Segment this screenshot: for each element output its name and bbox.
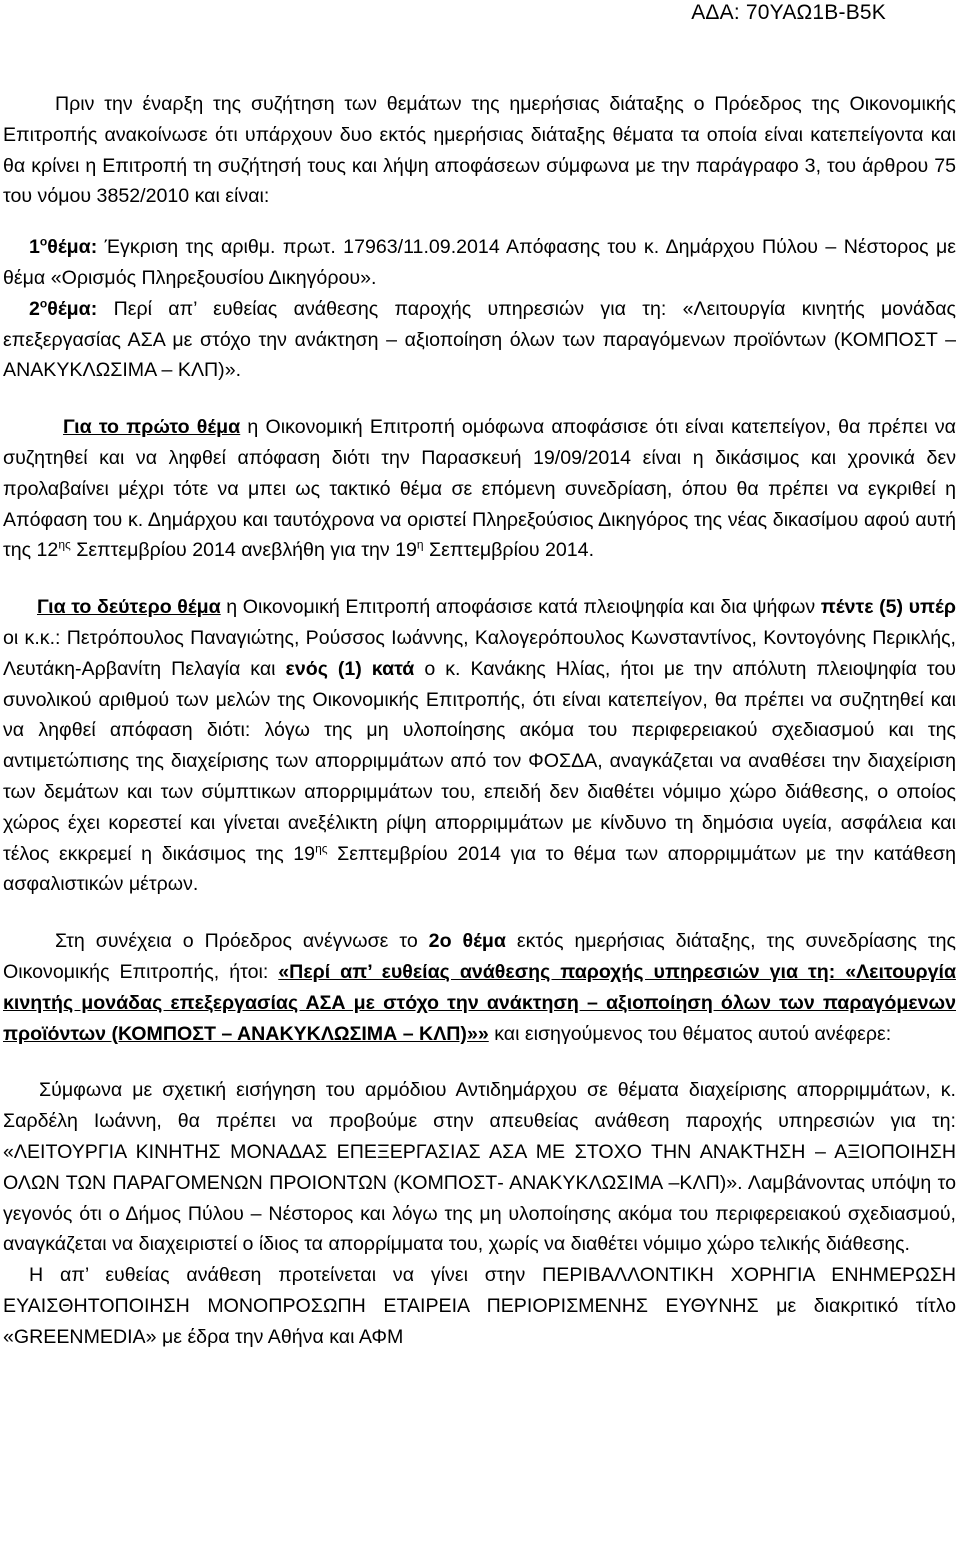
votes-against: ενός (1) κατά (285, 657, 415, 680)
votes-for: πέντε (5) υπέρ (820, 596, 956, 619)
topic-2-sup: ο (39, 296, 48, 311)
first-topic-sup-2: η (416, 537, 424, 552)
topic-1-label: θέμα: (47, 236, 98, 259)
second-topic-decision (3, 592, 956, 900)
first-topic-sup-1: ης (58, 537, 71, 552)
topic-2-text: Περί απ’ ευθείας ανάθεσης παροχής υπηρεσιών για τη: «Λειτουργία κινητής μονάδας επεξεργασίας ΑΣΑ με στόχο την ανάκτηση – αξιοποίηση όλων των παραγόμενων προϊόντων (ΚΟΜΠΟΣΤ – ΑΝΑΚΥΚΛΩΣΙΜΑ – ΚΛΠ)». (3, 297, 956, 382)
continuation-text-1: Στη συνέχεια ο Πρόεδρος ανέγνωσε το (55, 930, 429, 953)
topic-2-label: θέμα: (47, 297, 98, 320)
intro-paragraph: Πριν την έναρξη της συζήτηση των θεμάτων της ημερήσιας διάταξης ο Πρόεδρος της Οικονομικής Επιτροπής ανακοίνωσε ότι υπάρχουν δυο εκτός ημερήσιας διάταξης θέματα τα οποία είναι κατεπείγοντα και θα κρίνει η Επιτροπή τη συζήτησή τους και λήψη αποφάσεων σύμφωνα με την παράγραφο 3, του άρθρου 75 του νόμου 3852/2010 και είναι: (3, 93, 956, 208)
first-topic-text-3: Σεπτεμβρίου 2014. (423, 539, 595, 562)
topic-1-sup: ο (39, 234, 48, 249)
second-topic-text-2: οι κ.κ.: Πετρόπουλος Παναγιώτης, Ρούσσος Ιωάννης, Καλογερόπουλος Κωνσταντίνος, Κοντογόνης Περικλής, Λευτάκη-Αρβανίτη Πελαγία και (3, 626, 956, 680)
continuation-text-3: και εισηγούμενος του θέματος αυτού ανέφερε: (488, 1022, 892, 1045)
topic-2-number: 2 (29, 297, 40, 320)
second-topic-text-3: ο κ. Κανάκης Ηλίας, ήτοι με την απόλυτη πλειοψηφία του συνολικού αριθμού των μελών της Οικονομικής Επιτροπής, ότι είναι κατεπείγον, θα πρέπει να συζητηθεί και να ληφθεί απόφαση διότι: λόγω της μη υλοποίησης ακόμα του περιφερειακού σχεδιασμού και της αντιμετώπισης της διαχείρισης των απορριμμάτων από τον ΦΟΣΔΑ, αναγκάζεται να αναθέσει την διαχείριση των δεμάτων και των σύμπτικων απορριμμάτων του, επειδή δεν διαθέτει νόμιμο χώρο διάθεσης, ο οποίος χώρος έχει κορεστεί και γίνεται ανεξέλικτη ρίψη απορριμμάτων με κίνδυνο τη δημόσια υγεία, ασφάλεια και τέλος εκκρεμεί η δικάσιμος της 19 (3, 657, 956, 865)
recommendation-paragraph: Σύμφωνα με σχετική εισήγηση του αρμόδιου Αντιδημάρχου σε θέματα διαχείρισης απορριμμάτων, κ. Σαρδέλη Ιωάννη, θα πρέπει να προβούμε στην απευθείας ανάθεση παροχής υπηρεσιών για τη: «ΛΕΙΤΟΥΡΓΙΑ ΚΙΝΗΤΗΣ ΜΟΝΑΔΑΣ ΕΠΕΞΕΡΓΑΣΙΑΣ ΑΣΑ ΜΕ ΣΤΟΧΟ ΤΗΝ ΑΝΑΚΤΗΣΗ – ΑΞΙΟΠΟΙΗΣΗ ΟΛΩΝ ΤΩΝ ΠΑΡΑΓΟΜΕΝΩΝ ΠΡΟΙΟΝΤΩΝ (ΚΟΜΠΟΣΤ- ΑΝΑΚΥΚΛΩΣΙΜΑ –ΚΛΠ)». Λαμβάνοντας υπόψη το γεγονός ότι ο Δήμος Πύλου – Νέστορος και λόγω της μη υλοποίησης ακόμα του περιφερειακού σχεδιασμού, αναγκάζεται να διαχειριστεί ο ίδιος τα απορρίμματα του, χωρίς να διαθέτει νόμιμο χώρο τελικής διάθεσης. (3, 1079, 956, 1256)
second-topic-text-4: Σεπτεμβρίου 2014 για το θέμα των απορριμμάτων με την κατάθεση ασφαλιστικών μέτρων. (3, 842, 956, 896)
topic-1-text: Έγκριση της αριθμ. πρωτ. 17963/11.09.2014 Απόφασης του κ. Δημάρχου Πύλου – Νέστορος με θέμα «Ορισμός Πληρεξουσίου Δικηγόρου». (3, 236, 956, 289)
first-topic-text-2: Σεπτεμβρίου 2014 ανεβλήθη για την 19 (70, 539, 417, 562)
continuation-topic-title: «Περί απ’ ευθείας ανάθεσης παροχής υπηρεσιών για τη: «Λειτουργία κινητής μονάδας επεξεργασίας ΑΣΑ με στόχο την ανάκτηση – αξιοποίηση όλων των παραγόμενων προϊόντων (ΚΟΜΠΟΣΤ – ΑΝΑΚΥΚΛΩΣΙΜΑ – ΚΛΠ)»» (3, 960, 956, 1045)
topic-2-paragraph (3, 294, 956, 386)
second-topic-sup-1: ης (315, 841, 328, 855)
first-topic-lead: Για το πρώτο θέμα (63, 416, 241, 439)
proposal-paragraph: Η απ’ ευθείας ανάθεση προτείνεται να γίνει στην ΠΕΡΙΒΑΛΛΟΝΤΙΚΗ ΧΟΡΗΓΙΑ ΕΝΗΜΕΡΩΣΗ ΕΥΑΙΣΘΗΤΟΠΟΙΗΣΗ ΜΟΝΟΠΡΟΣΩΠΗ ΕΤΑΙΡΕΙΑ ΠΕΡΙΟΡΙΣΜΕΝΗΣ ΕΥΘΥΝΗΣ με διακριτικό τίτλο «GREENMEDIA» με έδρα την Αθήνα και ΑΦΜ (3, 1264, 956, 1348)
continuation-topic-ref: 2ο θέμα (428, 930, 506, 953)
continuation-text-2: εκτός ημερήσιας διάταξης, της συνεδρίασης της Οικονομικής Επιτροπής, ήτοι: (3, 930, 957, 983)
document-body (3, 89, 956, 1352)
second-topic-text-1: η Οικονομική Επιτροπή αποφάσισε κατά πλειοψηφία και δια ψήφων (220, 596, 821, 619)
first-topic-text-1: η Οικονομική Επιτροπή ομόφωνα αποφάσισε ότι είναι κατεπείγον, θα πρέπει να συζητηθεί και να ληφθεί απόφαση διότι την Παρασκευή 19/09/2014 είναι η δικάσιμος και χρονικά δεν προλαβαίνει μέχρι τότε να μπει ως τακτικό θέμα σε επόμενη συνεδρίαση, όπου θα πρέπει να εγκριθεί η Απόφαση του κ. Δημάρχου και ταυτόχρονα να οριστεί Πληρεξούσιος Δικηγόρος της νέας δικασίμου αφού αυτή της 12 (3, 416, 956, 562)
ada-code: ΑΔΑ: 70ΥΑΩ1Β-Β5Κ (691, 1, 886, 24)
second-topic-lead: Για το δεύτερο θέμα (37, 596, 221, 619)
continuation-paragraph (3, 926, 956, 1049)
topic-1-paragraph (3, 232, 956, 294)
topic-1-number: 1 (29, 236, 40, 259)
first-topic-decision (3, 412, 956, 566)
